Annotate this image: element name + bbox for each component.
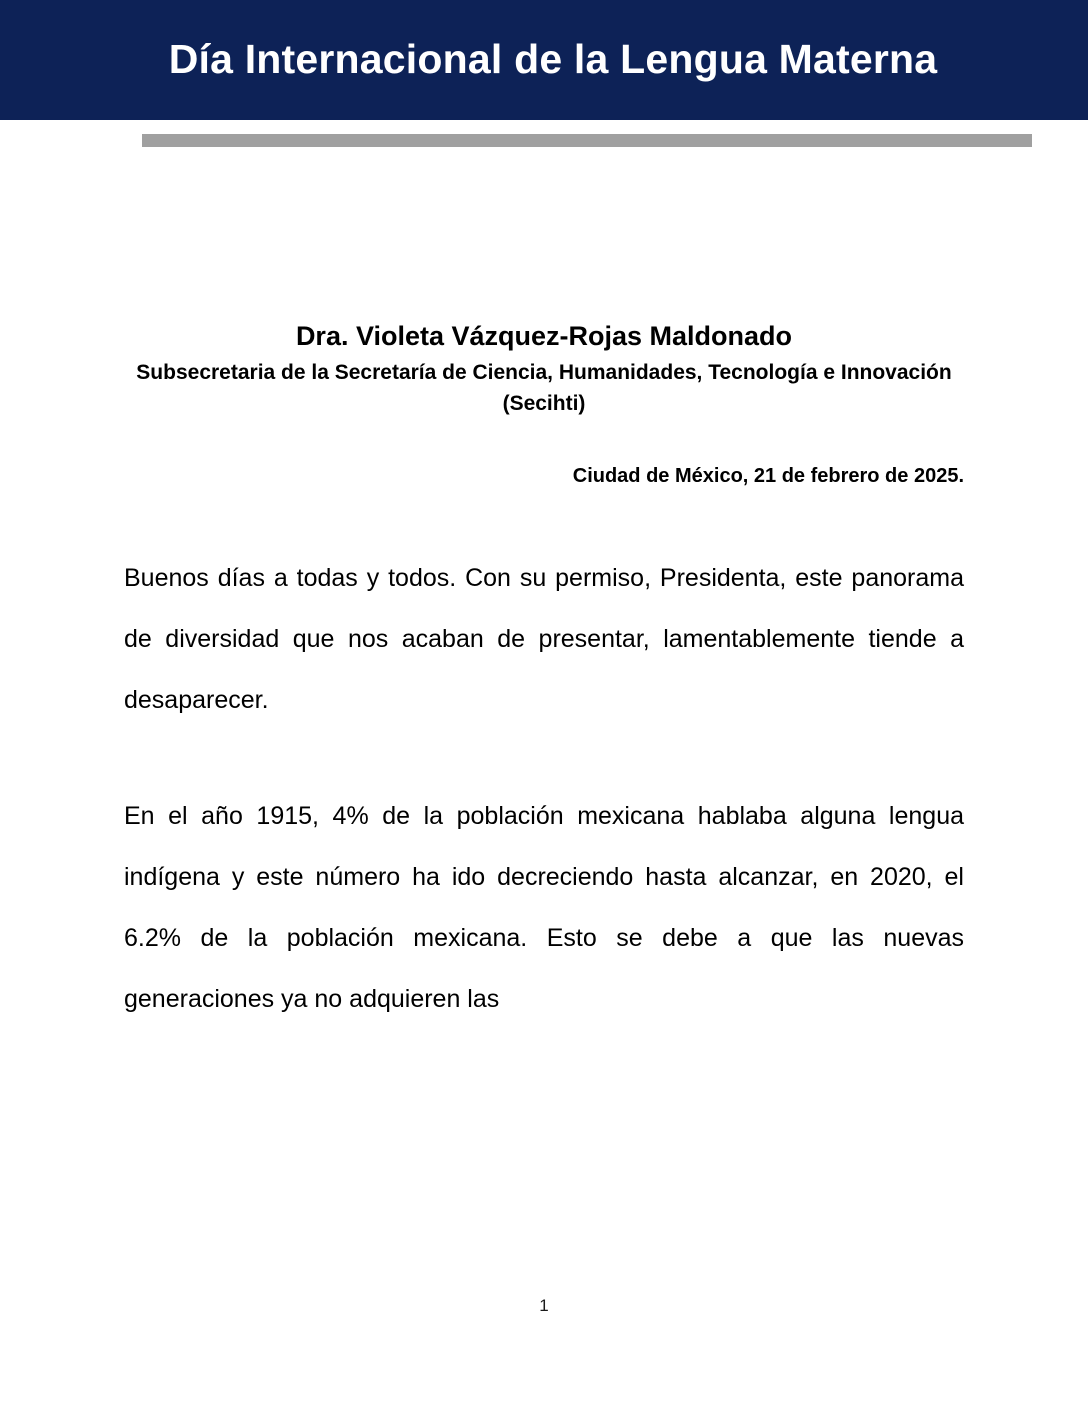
place-and-date: Ciudad de México, 21 de febrero de 2025. [572,464,964,487]
page-number: 1 [539,1296,549,1315]
header-divider-rule [142,134,1032,147]
document-header-band [0,0,1088,120]
document-body [0,147,1088,1056]
speaker-role: Subsecretaria de la Secretaría de Ciencia, Humanidades, Tecnología e Innovación (Secihti) [136,361,952,415]
body-paragraph: En el año 1915, 4% de la población mexicana hablaba alguna lengua indígena y este número ha ido decreciendo hasta alcanzar, en 2020, el 6.2% de la población mexicana. Esto se debe a que las nuevas generaciones ya no adquieren las [124,801,964,1014]
speaker-block [124,319,964,419]
document-title: Día Internacional de la Lengua Materna [168,36,938,83]
speaker-name: Dra. Violeta Vázquez-Rojas Maldonado [295,321,793,351]
body-paragraph: Buenos días a todas y todos. Con su permiso, Presidenta, este panorama de diversidad que nos acaban de presentar, lamentablemente tiende a desaparecer. [124,563,964,715]
